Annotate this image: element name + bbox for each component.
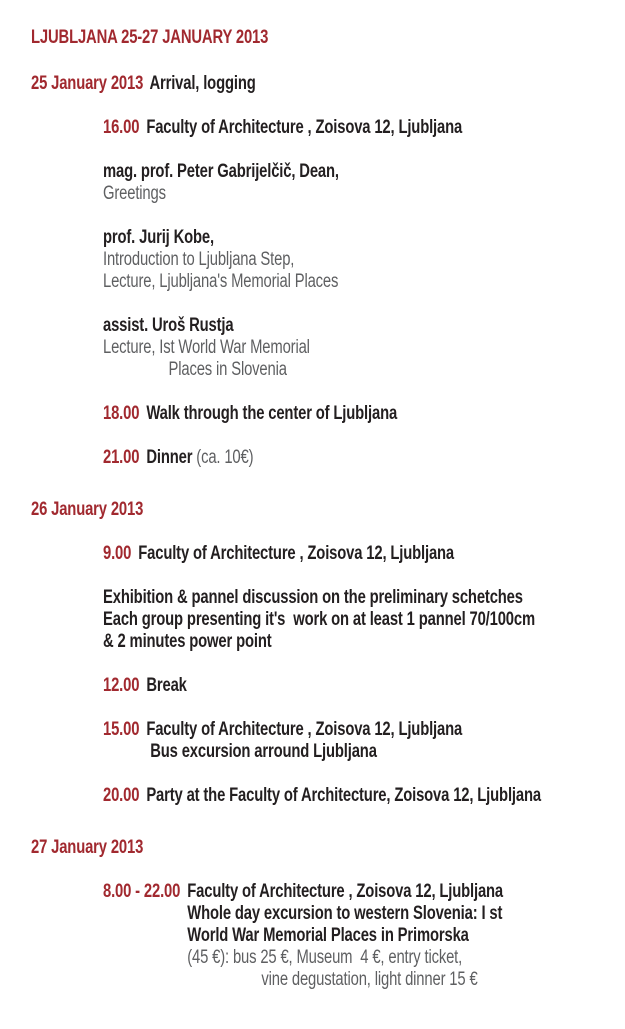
entry-time: 15.00 (103, 719, 140, 740)
entry-content (146, 719, 462, 763)
entry-line (146, 719, 462, 741)
document-title: LJUBLJANA 25-27 JANUARY 2013 (31, 27, 269, 48)
entry-line (103, 249, 338, 271)
entry-line (103, 271, 338, 293)
day-heading (31, 73, 494, 95)
entry-line (187, 925, 503, 947)
entry-line (187, 947, 503, 969)
text-segment: Faculty of Architecture , Zoisova 12, Ljubljana (138, 543, 455, 564)
entry-time: 20.00 (103, 785, 140, 806)
day-heading (31, 499, 494, 521)
entry-content (146, 403, 397, 425)
day-date: 25 January 2013 (31, 73, 144, 94)
entry-time: 9.00 (103, 543, 132, 564)
schedule-entry (103, 675, 510, 697)
text-segment: Break (146, 675, 187, 696)
entry-line (103, 587, 535, 609)
entry-content (146, 117, 462, 139)
schedule-entry (103, 315, 510, 381)
entry-time: 12.00 (103, 675, 140, 696)
entry-time: 18.00 (103, 403, 140, 424)
entry-line (146, 675, 186, 697)
entry-content (103, 587, 535, 653)
text-segment: Party at the Faculty of Architecture, Zoisova 12, Ljubljana (146, 785, 541, 806)
text-segment: Dinner (146, 447, 197, 468)
text-segment: Lecture, Ist World War Memorial (103, 337, 310, 358)
document-header (31, 27, 494, 49)
schedule-entry (103, 719, 510, 763)
day-section (31, 499, 625, 807)
schedule-entry (103, 543, 510, 565)
schedule-entry (103, 447, 510, 469)
entry-line (138, 543, 454, 565)
text-segment: Faculty of Architecture , Zoisova 12, Ljubljana (146, 117, 463, 138)
day-entries (103, 543, 625, 807)
entry-line (103, 359, 310, 381)
schedule-entry (103, 161, 510, 205)
entry-time: 8.00 - 22.00 (103, 881, 181, 902)
schedule-entry (103, 117, 510, 139)
text-segment: (45 €): bus 25 €, Museum 4 €, entry ticket, (187, 947, 463, 968)
entry-content (146, 447, 253, 469)
day-date: 26 January 2013 (31, 499, 144, 520)
entry-line (146, 447, 253, 469)
entry-line (103, 161, 339, 183)
entry-time: 16.00 (103, 117, 140, 138)
entry-content (103, 315, 310, 381)
entry-content (146, 675, 186, 697)
entry-line (103, 183, 339, 205)
text-segment: Whole day excursion to western Slovenia: I st (187, 903, 503, 924)
text-segment: Each group presenting it's work on at least 1 pannel 70/100cm (103, 609, 535, 630)
text-segment: Lecture, Ljubljana's Memorial Places (103, 271, 339, 292)
day-entries (103, 881, 625, 991)
entry-content (138, 543, 454, 565)
entry-content (146, 785, 541, 807)
text-segment: Exhibition & pannel discussion on the preliminary schetches (103, 587, 523, 608)
day-entries (103, 117, 625, 469)
entry-line (103, 631, 535, 653)
text-segment: Faculty of Architecture , Zoisova 12, Ljubljana (146, 719, 463, 740)
entry-line (103, 337, 310, 359)
entry-content (103, 227, 338, 293)
day-section (31, 73, 625, 469)
schedule-entry (103, 403, 510, 425)
text-segment: Bus excursion arround Ljubljana (150, 741, 377, 762)
entry-line (146, 403, 397, 425)
entry-line (146, 785, 541, 807)
text-segment: mag. prof. Peter Gabrijelčič, Dean, (103, 161, 339, 182)
text-segment: vine degustation, light dinner 15 € (261, 969, 478, 990)
day-heading (31, 837, 494, 859)
text-segment: Greetings (103, 183, 166, 204)
entry-line (103, 609, 535, 631)
entry-line (187, 969, 503, 991)
text-segment: World War Memorial Places in Primorska (187, 925, 469, 946)
entry-content (103, 161, 339, 205)
day-note: Arrival, logging (149, 73, 256, 94)
entry-line (146, 117, 462, 139)
entry-line (103, 227, 338, 249)
text-segment: & 2 minutes power point (103, 631, 272, 652)
day-date: 27 January 2013 (31, 837, 144, 858)
schedule-entry (103, 587, 535, 653)
entry-line (103, 315, 310, 337)
schedule-entry (103, 227, 510, 293)
day-section (31, 837, 625, 991)
text-segment: prof. Jurij Kobe, (103, 227, 214, 248)
text-segment: Introduction to Ljubljana Step, (103, 249, 295, 270)
entry-time: 21.00 (103, 447, 140, 468)
text-segment: (ca. 10€) (196, 447, 254, 468)
entry-line (187, 881, 503, 903)
entry-content (187, 881, 503, 991)
entry-line (187, 903, 503, 925)
schedule-entry (103, 881, 510, 991)
schedule-entry (103, 785, 541, 807)
text-segment: assist. Uroš Rustja (103, 315, 234, 336)
text-segment: Walk through the center of Ljubljana (146, 403, 398, 424)
schedule-days (31, 73, 625, 991)
text-segment: Faculty of Architecture , Zoisova 12, Ljubljana (187, 881, 504, 902)
text-segment: Places in Slovenia (168, 359, 287, 380)
entry-line (146, 741, 462, 763)
